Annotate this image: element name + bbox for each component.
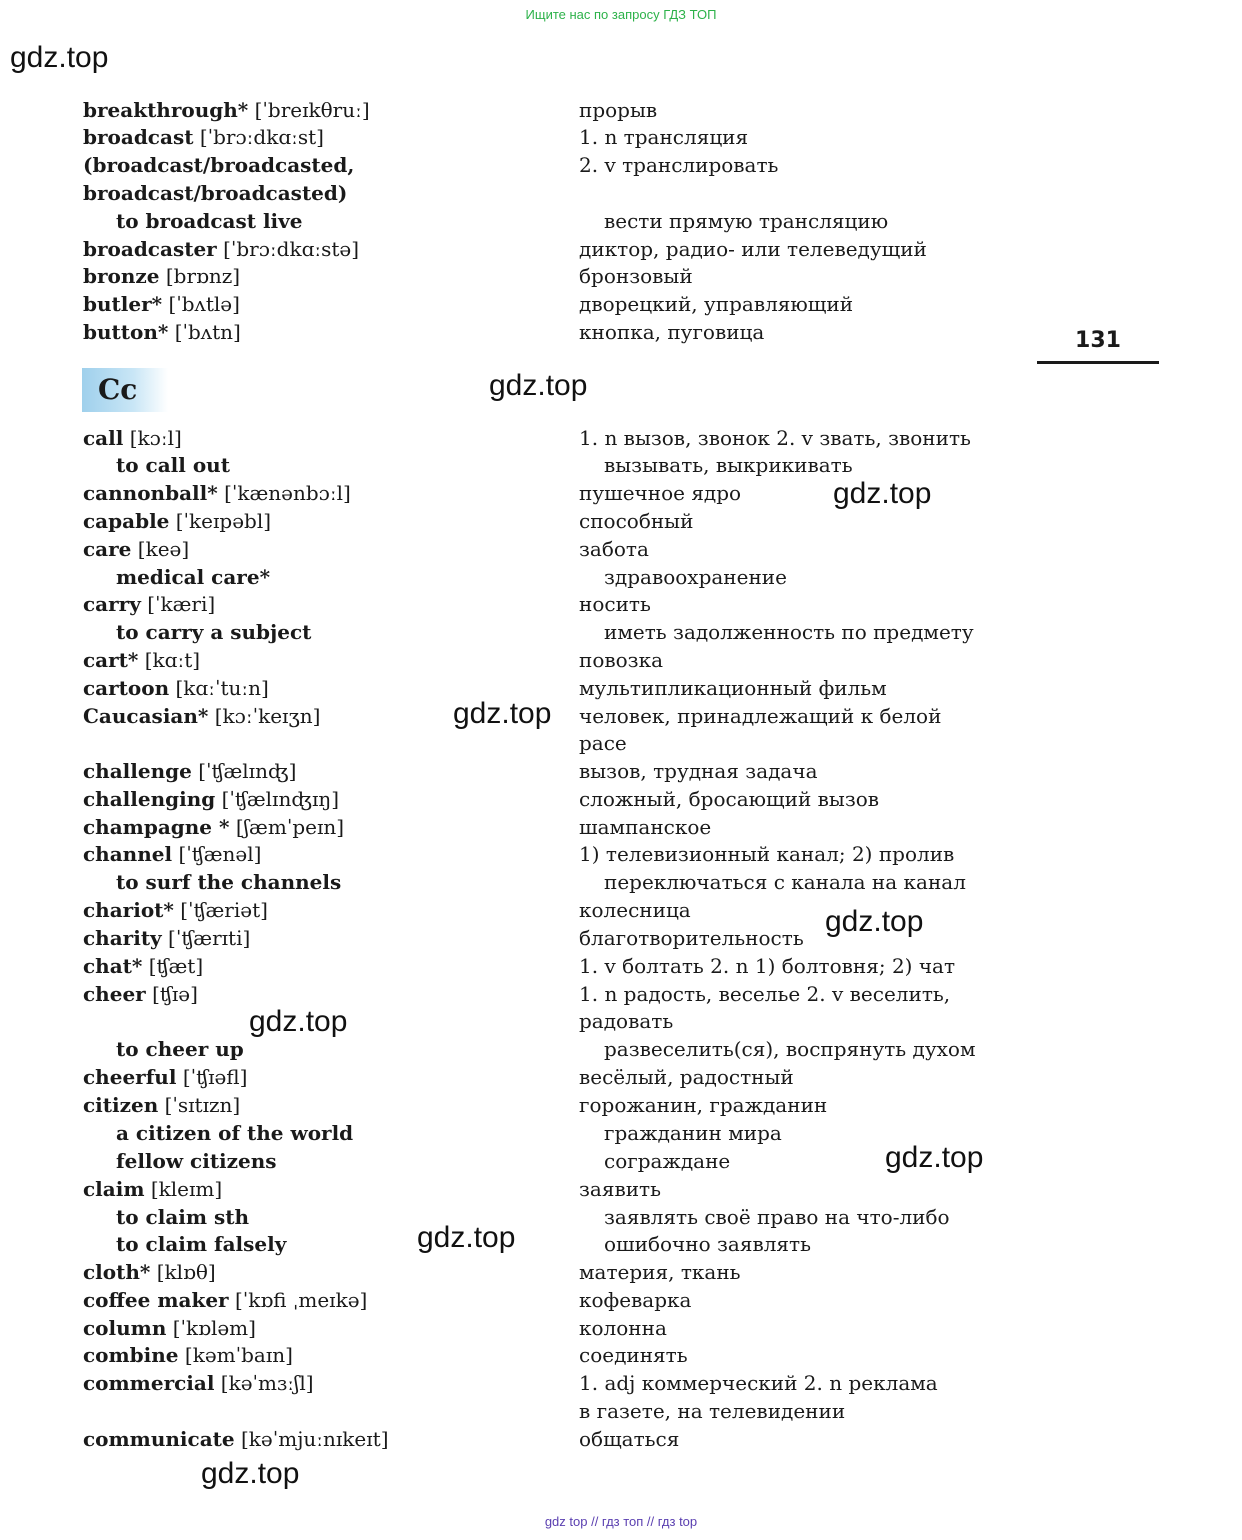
watermark: gdz.top <box>825 905 924 938</box>
entry-translation: кнопка, пуговица <box>579 320 765 344</box>
entry-translation: гражданин мира <box>604 1121 782 1145</box>
entry-row <box>0 896 1242 924</box>
entry-transcription: [kɑːt] <box>144 648 201 672</box>
entry-row <box>0 840 1242 868</box>
entry-headword: medical care* <box>116 565 271 589</box>
entry-row <box>0 123 1242 151</box>
entry-translation: в газете, на телевидении <box>579 1399 846 1423</box>
entry-headword: cartoon <box>83 676 170 700</box>
entry-translation: человек, принадлежащий к белой <box>579 704 942 728</box>
entry-translation: колесница <box>579 898 691 922</box>
entry-headword: cloth* <box>83 1260 151 1284</box>
entry-english <box>83 702 320 730</box>
watermark: gdz.top <box>453 697 552 730</box>
entry-row <box>0 563 1242 591</box>
entry-english <box>116 451 230 479</box>
entry-english <box>83 896 268 924</box>
entry-transcription: [ˈʧælɪnʤ] <box>198 759 297 783</box>
entry-row <box>0 1230 1242 1258</box>
entry-translation: общаться <box>579 1427 680 1451</box>
entry-translation: 1. adj коммерческий 2. n реклама <box>579 1371 938 1395</box>
entry-translation: диктор, радио- или телеведущий <box>579 237 927 261</box>
entry-headword: to claim falsely <box>116 1232 287 1256</box>
entry-transcription: [brɒnz] <box>165 264 241 288</box>
entry-headword: to call out <box>116 453 230 477</box>
entry-translation: пушечное ядро <box>579 481 742 505</box>
entry-english <box>116 618 311 646</box>
entry-row <box>0 1369 1242 1397</box>
watermark: gdz.top <box>833 477 932 510</box>
entry-headword: butler* <box>83 292 163 316</box>
watermark: gdz.top <box>201 1457 300 1490</box>
search-banner: Ищите нас по запросу ГДЗ ТОП <box>525 7 717 22</box>
entry-translation: бронзовый <box>579 264 693 288</box>
entry-english <box>83 123 324 151</box>
entry-english <box>116 563 270 591</box>
entry-headword: (broadcast/broadcasted, <box>83 153 355 177</box>
entry-transcription: [ˈsɪtɪzn] <box>164 1093 241 1117</box>
entry-translation: 1. v болтать 2. n 1) болтовня; 2) чат <box>579 954 956 978</box>
entry-transcription: [klɒθ] <box>156 1260 216 1284</box>
watermark: gdz.top <box>417 1221 516 1254</box>
entry-headword: cheer <box>83 982 146 1006</box>
entry-english <box>83 424 182 452</box>
entry-translation: сограждане <box>604 1149 731 1173</box>
watermark: gdz.top <box>885 1141 984 1174</box>
entry-transcription: [ˈkɒləm] <box>172 1316 256 1340</box>
entry-translation: 2. v транслировать <box>579 153 779 177</box>
entry-transcription: [kəˈmjuːnɪkeɪt] <box>240 1427 389 1451</box>
entry-headword: to carry a subject <box>116 620 312 644</box>
entry-row <box>0 235 1242 263</box>
entry-headword: broadcast/broadcasted) <box>83 181 348 205</box>
entry-english <box>83 980 198 1008</box>
entry-translation: кофеварка <box>579 1288 692 1312</box>
entry-headword: citizen <box>83 1093 159 1117</box>
entry-headword: column <box>83 1316 167 1340</box>
entry-transcription: [ˈbʌtn] <box>174 320 241 344</box>
entry-transcription: [ˈʧærɪti] <box>168 926 251 950</box>
entry-translation: сложный, бросающий вызов <box>579 787 880 811</box>
entry-headword: fellow citizens <box>116 1149 277 1173</box>
entry-transcription: [kɑːˈtuːn] <box>175 676 269 700</box>
section-letter: Cc <box>98 373 138 406</box>
entry-headword: champagne * <box>83 815 230 839</box>
entry-transcription: [kɔːl] <box>129 426 182 450</box>
entry-headword: capable <box>83 509 170 533</box>
entry-transcription: [ˈʧæriət] <box>180 898 268 922</box>
entry-headword: care <box>83 537 132 561</box>
entry-transcription: [ʃæmˈpeɪn] <box>235 815 345 839</box>
entry-headword: chariot* <box>83 898 174 922</box>
entry-row <box>0 1425 1242 1453</box>
entry-row <box>0 1397 1242 1425</box>
entry-transcription: [ˈkæri] <box>147 592 216 616</box>
entry-row <box>0 1005 1242 1038</box>
entry-english <box>116 1230 286 1258</box>
entry-english <box>83 757 296 785</box>
entry-row <box>0 729 1242 757</box>
entry-translation: вести прямую трансляцию <box>604 209 889 233</box>
entry-row <box>0 1286 1242 1314</box>
entry-headword: bronze <box>83 264 160 288</box>
entry-headword: challenge <box>83 759 192 783</box>
entry-headword: breakthrough* <box>83 98 249 122</box>
entry-headword: to surf the channels <box>116 870 342 894</box>
entry-translation: переключаться с канала на канал <box>604 870 966 894</box>
entry-row <box>0 980 1242 1008</box>
watermark: gdz.top <box>249 1005 348 1038</box>
entry-english <box>83 1341 293 1369</box>
entry-translation: весёлый, радостный <box>579 1065 794 1089</box>
entry-headword: combine <box>83 1343 179 1367</box>
entry-translation: заявить <box>579 1177 661 1201</box>
entry-headword: coffee maker <box>83 1288 229 1312</box>
entry-translation: дворецкий, управляющий <box>579 292 854 316</box>
entry-headword: carry <box>83 592 141 616</box>
entry-english <box>83 262 240 290</box>
entry-transcription: [ˈbrɔːdkɑːst] <box>199 125 324 149</box>
entry-transcription: [kəˈmɜːʃl] <box>220 1371 314 1395</box>
entry-translation: вызов, трудная задача <box>579 759 818 783</box>
entry-headword: channel <box>83 842 173 866</box>
page-number: 131 <box>1075 328 1121 353</box>
entry-row <box>0 1341 1242 1369</box>
entry-row <box>0 674 1242 702</box>
entry-row <box>0 702 1242 730</box>
entry-row <box>0 207 1242 235</box>
entry-translation: способный <box>579 509 694 533</box>
entry-row <box>0 507 1242 535</box>
entry-english <box>83 235 359 263</box>
entry-row <box>0 618 1242 646</box>
entry-row <box>0 1258 1242 1286</box>
entry-translation: благотворительность <box>579 926 804 950</box>
entry-english <box>83 1314 256 1342</box>
entry-english <box>83 952 203 980</box>
entry-headword: cart* <box>83 648 139 672</box>
entry-row <box>0 1175 1242 1203</box>
entry-translation: горожанин, гражданин <box>579 1093 828 1117</box>
entry-row <box>0 646 1242 674</box>
entry-headword: button* <box>83 320 169 344</box>
entry-row <box>0 1147 1242 1175</box>
entry-english <box>116 1035 244 1063</box>
entry-headword: commercial <box>83 1371 215 1395</box>
entry-row <box>0 1091 1242 1119</box>
entry-row <box>0 1314 1242 1342</box>
entry-transcription: [ˈbreɪkθruː] <box>254 98 370 122</box>
entry-translation: соединять <box>579 1343 688 1367</box>
entry-english <box>116 1119 353 1147</box>
entry-row <box>0 179 1242 207</box>
entry-english <box>83 646 200 674</box>
entry-english <box>116 868 341 896</box>
entry-headword: Caucasian* <box>83 704 209 728</box>
entry-translation: забота <box>579 537 649 561</box>
entry-transcription: [kleɪm] <box>150 1177 223 1201</box>
entry-translation: шампанское <box>579 815 712 839</box>
entry-transcription: [kɔːˈkeɪʒn] <box>214 704 321 728</box>
entry-row <box>0 451 1242 479</box>
entry-translation: колонна <box>579 1316 667 1340</box>
entry-english <box>83 179 347 207</box>
entry-row <box>0 1203 1242 1231</box>
entry-translation: 1. n вызов, звонок 2. v звать, звонить <box>579 426 971 450</box>
entry-english <box>83 590 215 618</box>
entry-english <box>83 674 269 702</box>
entry-row <box>0 868 1242 896</box>
entry-english <box>83 1175 222 1203</box>
entry-row <box>0 1035 1242 1063</box>
entry-translation: заявлять своё право на что-либо <box>604 1205 950 1229</box>
entry-english <box>83 1258 216 1286</box>
entry-row <box>0 535 1242 563</box>
watermark: gdz.top <box>489 369 588 402</box>
entry-headword: broadcast <box>83 125 194 149</box>
entry-row <box>0 1119 1242 1147</box>
entry-translation: иметь задолженность по предмету <box>604 620 974 644</box>
entry-translation: материя, ткань <box>579 1260 741 1284</box>
entry-translation: мультипликационный фильм <box>579 676 887 700</box>
entry-row <box>0 318 1242 346</box>
entry-row <box>0 590 1242 618</box>
entry-headword: a citizen of the world <box>116 1121 354 1145</box>
entry-translation: повозка <box>579 648 664 672</box>
entry-english <box>83 318 241 346</box>
entry-english <box>83 151 354 179</box>
entry-english <box>83 1091 240 1119</box>
entry-transcription: [kəmˈbaɪn] <box>184 1343 293 1367</box>
entry-translation: прорыв <box>579 98 658 122</box>
entry-headword: cheerful <box>83 1065 177 1089</box>
entry-english <box>83 507 271 535</box>
watermark: gdz.top <box>10 41 109 74</box>
entry-transcription: [keə] <box>137 537 190 561</box>
entry-transcription: [ʧɪə] <box>152 982 198 1006</box>
entry-translation: развеселить(ся), воспрянуть духом <box>604 1037 976 1061</box>
entry-transcription: [ˈbʌtlə] <box>168 292 240 316</box>
entry-transcription: [ˈkænənbɔːl] <box>224 481 351 505</box>
entry-english <box>83 479 351 507</box>
entry-translation: радовать <box>579 1009 674 1033</box>
entry-english <box>83 96 370 124</box>
entry-english <box>83 1425 389 1453</box>
entry-headword: to cheer up <box>116 1037 244 1061</box>
entry-row <box>0 151 1242 179</box>
entry-row <box>0 813 1242 841</box>
entry-headword: communicate <box>83 1427 235 1451</box>
entry-headword: to claim sth <box>116 1205 250 1229</box>
entry-row <box>0 924 1242 952</box>
entry-transcription: [ˈʧælɪnʤɪŋ] <box>221 787 340 811</box>
entry-row <box>0 477 1242 510</box>
footer-links: gdz top // гдз топ // гдз top <box>544 1514 698 1529</box>
entry-english <box>83 813 344 841</box>
entry-english <box>83 924 250 952</box>
entry-headword: charity <box>83 926 162 950</box>
entry-row <box>0 96 1242 124</box>
entry-headword: cannonball* <box>83 481 218 505</box>
entry-english <box>83 785 339 813</box>
entry-row <box>0 952 1242 980</box>
entry-english <box>83 290 240 318</box>
entry-transcription: [ˈʧænəl] <box>178 842 262 866</box>
entry-translation: здравоохранение <box>604 565 787 589</box>
entry-english <box>116 207 302 235</box>
entry-transcription: [ˈkeɪpəbl] <box>175 509 272 533</box>
entry-english <box>83 535 189 563</box>
entry-headword: to broadcast live <box>116 209 303 233</box>
entry-transcription: [ʧæt] <box>148 954 204 978</box>
entry-headword: call <box>83 426 124 450</box>
entry-english <box>83 1063 247 1091</box>
entry-translation: 1) телевизионный канал; 2) пролив <box>579 842 955 866</box>
entry-translation: вызывать, выкрикивать <box>604 453 853 477</box>
entry-transcription: [ˈbrɔːdkɑːstə] <box>223 237 360 261</box>
entry-english <box>83 840 261 868</box>
entry-english <box>83 1286 367 1314</box>
entry-headword: chat* <box>83 954 143 978</box>
entry-transcription: [ˈʧɪəfl] <box>182 1065 248 1089</box>
entry-headword: broadcaster <box>83 237 217 261</box>
entry-translation: расе <box>579 731 627 755</box>
entry-translation: ошибочно заявлять <box>604 1232 811 1256</box>
entry-english <box>83 1369 314 1397</box>
entry-headword: claim <box>83 1177 145 1201</box>
entry-translation: 1. n радость, веселье 2. v веселить, <box>579 982 951 1006</box>
entry-row <box>0 785 1242 813</box>
entry-row <box>0 424 1242 452</box>
entry-row <box>0 1063 1242 1091</box>
entry-transcription: [ˈkɒfi ˌmeɪkə] <box>234 1288 368 1312</box>
entry-english <box>116 1147 277 1175</box>
entry-row <box>0 757 1242 785</box>
entry-headword: challenging <box>83 787 216 811</box>
entry-translation: 1. n трансляция <box>579 125 749 149</box>
entry-translation: носить <box>579 592 651 616</box>
entry-english <box>116 1203 249 1231</box>
entry-row <box>0 290 1242 318</box>
entry-row <box>0 262 1242 290</box>
